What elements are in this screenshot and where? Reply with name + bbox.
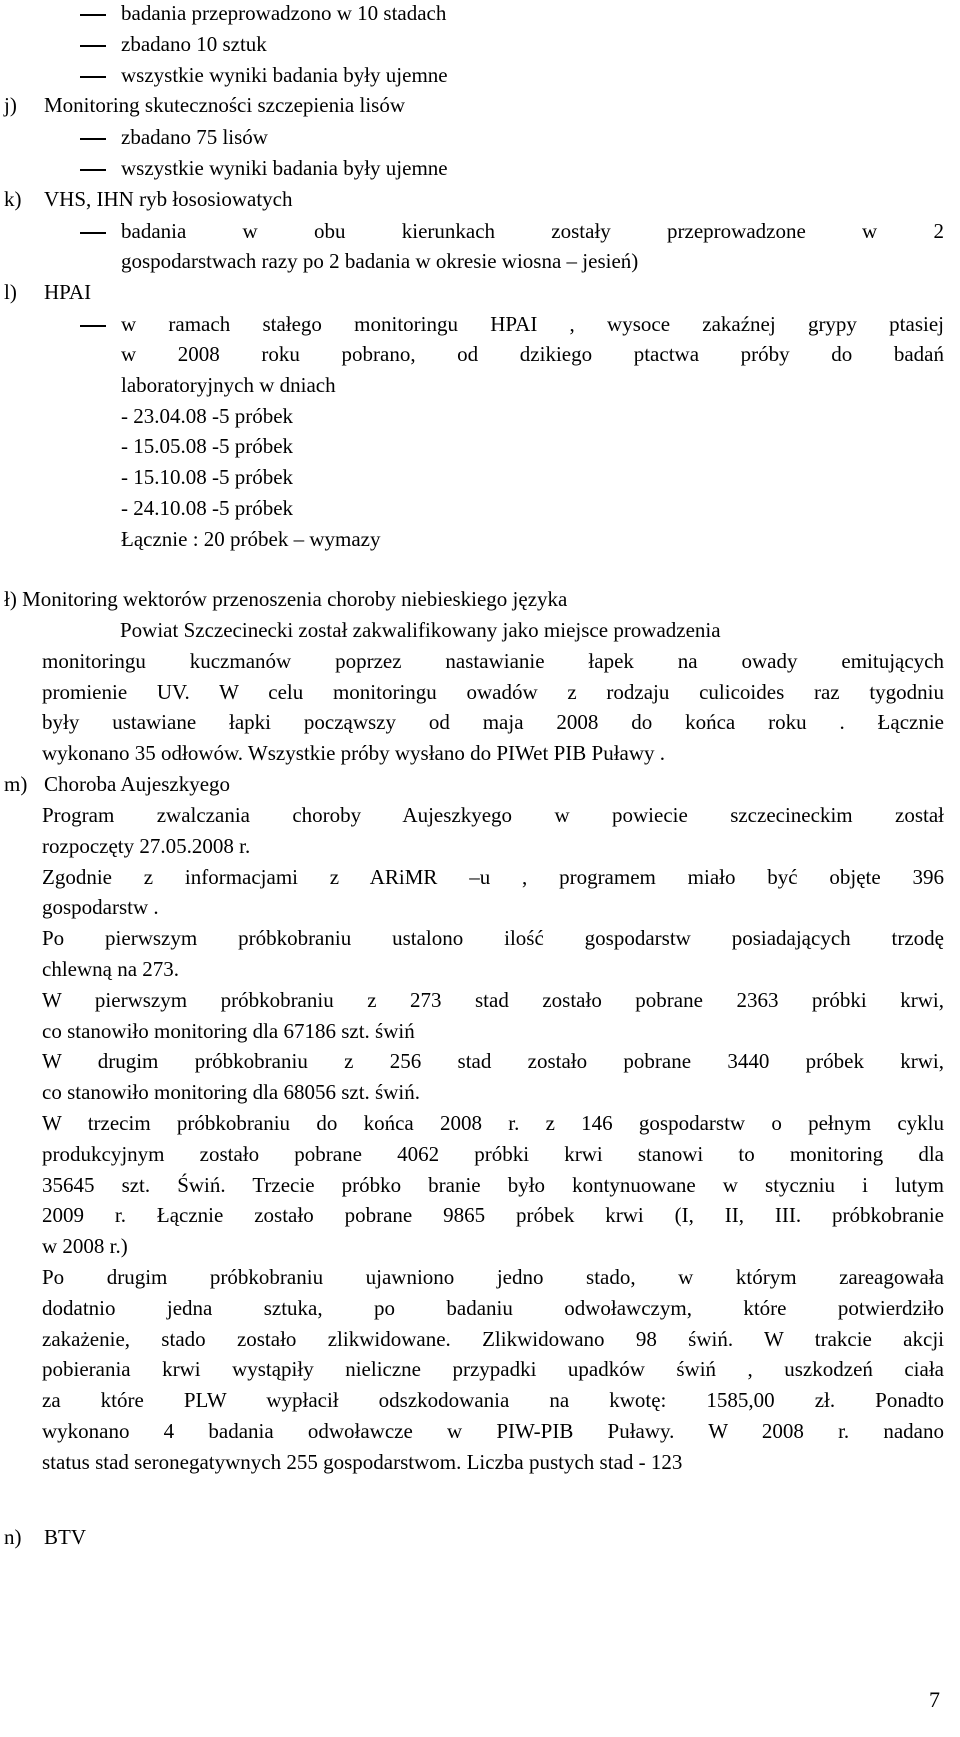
paragraph-line: status stad seronegatywnych 255 gospodarstwom. Liczba pustych stad - 123 — [42, 1450, 683, 1474]
list-item: wszystkie wyniki badania były ujemne — [121, 63, 448, 87]
list-item-continued: w 2008 roku pobrano, od dzikiego ptactwa próby do badań — [121, 342, 944, 366]
dash-bullet — [80, 138, 106, 140]
dash-bullet — [80, 76, 106, 78]
paragraph-line: wykonano 4 badania odwoławcze w PIW-PIB Puławy. W 2008 r. nadano — [42, 1419, 944, 1443]
paragraph-line: rozpoczęty 27.05.2008 r. — [42, 834, 251, 858]
dash-bullet — [80, 325, 106, 327]
list-item: w ramach stałego monitoringu HPAI , wysoce zakaźnej grypy ptasiej — [121, 312, 944, 336]
paragraph-line: produkcyjnym zostało pobrane 4062 próbki krwi stanowi to monitoring dla — [42, 1142, 944, 1166]
section-heading: ł) Monitoring wektorów przenoszenia choroby niebieskiego języka — [4, 587, 568, 611]
dash-bullet — [80, 45, 106, 47]
paragraph-line: zakażenie, stado zostało zlikwidowane. Zlikwidowano 98 świń. W trakcie akcji — [42, 1327, 944, 1351]
paragraph-line: W trzecim próbkobraniu do końca 2008 r. z 146 gospodarstw o pełnym cyklu — [42, 1111, 944, 1135]
date-entry: - 15.05.08 -5 próbek — [121, 434, 294, 458]
section-title: Monitoring skuteczności szczepienia lisów — [44, 93, 405, 117]
paragraph-line: za które PLW wypłacił odszkodowania na kwotę: 1585,00 zł. Ponadto — [42, 1388, 944, 1412]
list-item-continued: gospodarstwach razy po 2 badania w okresie wiosna – jesień) — [121, 249, 639, 273]
list-item: wszystkie wyniki badania były ujemne — [121, 156, 448, 180]
section-title: VHS, IHN ryb łososiowatych — [44, 187, 293, 211]
paragraph-line: pobierania krwi wystąpiły nieliczne przypadki upadków świń , uszkodzeń ciała — [42, 1357, 944, 1381]
paragraph-line: 35645 szt. Świń. Trzecie próbko branie było kontynuowane w styczniu i lutym — [42, 1173, 944, 1197]
paragraph-line: promienie UV. W celu monitoringu owadów z rodzaju culicoides raz tygodniu — [42, 680, 944, 704]
dash-bullet — [80, 232, 106, 234]
date-entry: - 24.10.08 -5 próbek — [121, 496, 294, 520]
paragraph-line: co stanowiło monitoring dla 68056 szt. świń. — [42, 1080, 420, 1104]
date-entry: - 15.10.08 -5 próbek — [121, 465, 294, 489]
paragraph-line: Po drugim próbkobraniu ujawniono jedno stado, w którym zareagowała — [42, 1265, 944, 1289]
paragraph-line: co stanowiło monitoring dla 67186 szt. świń — [42, 1019, 415, 1043]
paragraph-line: Zgodnie z informacjami z ARiMR –u , programem miało być objęte 396 — [42, 865, 944, 889]
section-marker: j) — [4, 93, 17, 117]
section-title: BTV — [44, 1525, 86, 1549]
paragraph-line: 2009 r. Łącznie zostało pobrane 9865 próbek krwi (I, II, III. próbkobranie — [42, 1203, 944, 1227]
list-item-continued: laboratoryjnych w dniach — [121, 373, 336, 397]
date-entry: - 23.04.08 -5 próbek — [121, 404, 294, 428]
page-number: 7 — [929, 1687, 940, 1712]
paragraph-line: gospodarstw . — [42, 895, 159, 919]
paragraph-line: W drugim próbkobraniu z 256 stad zostało pobrane 3440 próbek krwi, — [42, 1049, 944, 1073]
paragraph-line: Po pierwszym próbkobraniu ustalono ilość gospodarstw posiadających trzodę — [42, 926, 944, 950]
list-item: badania przeprowadzono w 10 stadach — [121, 1, 447, 25]
paragraph-line: Program zwalczania choroby Aujeszkyego w powiecie szczecineckim został — [42, 803, 944, 827]
section-marker: m) — [4, 772, 28, 796]
list-item: zbadano 75 lisów — [121, 125, 268, 149]
paragraph-line: dodatnio jedna sztuka, po badaniu odwoławczym, które potwierdziło — [42, 1296, 944, 1320]
dash-bullet — [80, 169, 106, 171]
section-title: HPAI — [44, 280, 92, 304]
paragraph-line: wykonano 35 odłowów. Wszystkie próby wysłano do PIWet PIB Puławy . — [42, 741, 666, 765]
total-samples: Łącznie : 20 próbek – wymazy — [121, 527, 381, 551]
section-marker: l) — [4, 280, 17, 304]
paragraph-line: w 2008 r.) — [42, 1234, 128, 1258]
section-marker: n) — [4, 1525, 22, 1549]
paragraph-line: były ustawiane łapki począwszy od maja 2008 do końca roku . Łącznie — [42, 710, 944, 734]
paragraph-line: monitoringu kuczmanów poprzez nastawianie łapek na owady emitujących — [42, 649, 944, 673]
list-item: badania w obu kierunkach zostały przeprowadzone w 2 — [121, 219, 944, 243]
paragraph-line: chlewną na 273. — [42, 957, 180, 981]
paragraph-line: W pierwszym próbkobraniu z 273 stad zostało pobrane 2363 próbki krwi, — [42, 988, 944, 1012]
paragraph-line: Powiat Szczecinecki został zakwalifikowany jako miejsce prowadzenia — [120, 618, 721, 642]
section-title: Choroba Aujeszkyego — [44, 772, 231, 796]
list-item: zbadano 10 sztuk — [121, 32, 267, 56]
section-marker: k) — [4, 187, 22, 211]
dash-bullet — [80, 14, 106, 16]
